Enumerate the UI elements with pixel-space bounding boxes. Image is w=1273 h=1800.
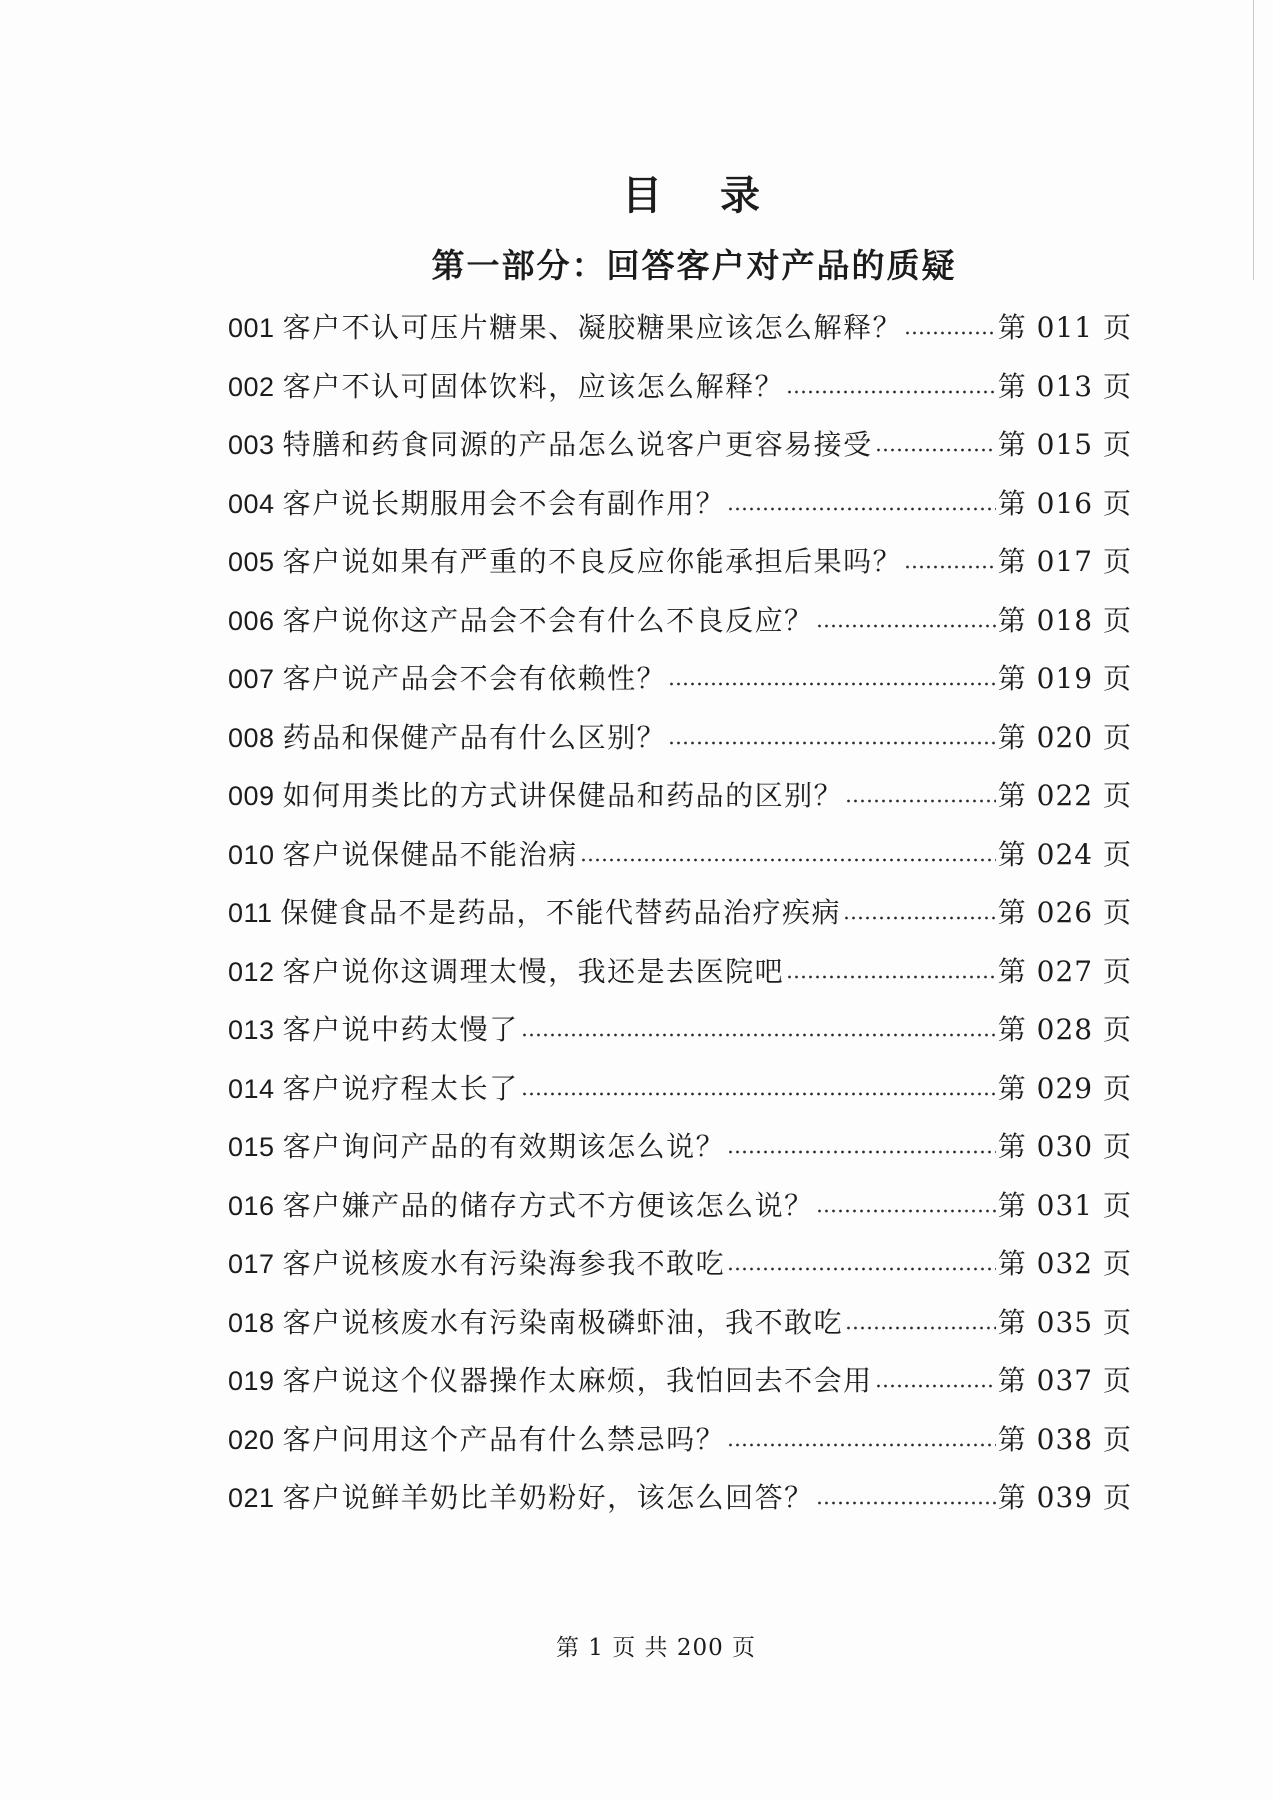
toc-entry-title: 客户不认可固体饮料，应该怎么解释？ bbox=[282, 369, 785, 403]
toc-dot-leader bbox=[786, 358, 996, 417]
toc-entry-page: 第 022 页 bbox=[997, 779, 1132, 812]
toc-dot-leader bbox=[727, 1235, 996, 1294]
toc-entry bbox=[228, 884, 1132, 943]
toc-entry-page: 第 027 页 bbox=[997, 954, 1132, 988]
toc-dot-leader bbox=[816, 592, 996, 651]
toc-entry bbox=[228, 299, 1132, 358]
scan-edge-line bbox=[1253, 0, 1254, 280]
toc-entry bbox=[228, 1469, 1132, 1528]
toc-entry bbox=[228, 1411, 1132, 1470]
toc-entry-title: 客户说你这产品会不会有什么不良反应？ bbox=[282, 603, 814, 637]
toc-entry-number: 017 bbox=[228, 1249, 275, 1279]
toc-entry-page: 第 038 页 bbox=[997, 1422, 1132, 1456]
toc-entry-title: 药品和保健产品有什么区别？ bbox=[282, 720, 667, 754]
toc-entry-page: 第 026 页 bbox=[997, 896, 1132, 929]
toc-dot-leader bbox=[875, 416, 996, 475]
toc-entry bbox=[228, 1118, 1132, 1177]
toc-dot-leader bbox=[816, 1469, 996, 1528]
toc-entry-number: 019 bbox=[228, 1366, 275, 1396]
toc-dot-leader bbox=[521, 1060, 996, 1119]
toc-entry-number: 020 bbox=[228, 1424, 275, 1455]
toc-dot-leader bbox=[875, 1352, 996, 1411]
toc-entry-number: 005 bbox=[228, 547, 275, 577]
toc-entry-page: 第 017 页 bbox=[997, 545, 1132, 578]
toc-entry-title: 客户说保健品不能治病 bbox=[282, 837, 578, 871]
toc-entry bbox=[228, 943, 1132, 1002]
toc-entry-number: 008 bbox=[228, 722, 275, 753]
toc-entry-number: 011 bbox=[228, 898, 273, 928]
toc-dot-leader bbox=[727, 1118, 996, 1177]
toc-entry-number: 014 bbox=[228, 1073, 275, 1104]
toc-entry-page: 第 013 页 bbox=[997, 369, 1132, 403]
toc-entry-number: 007 bbox=[228, 664, 275, 694]
toc-entry-title: 客户说疗程太长了 bbox=[282, 1071, 519, 1105]
toc-entry-page: 第 028 页 bbox=[997, 1013, 1132, 1046]
toc-entry bbox=[228, 475, 1132, 534]
toc-dot-leader bbox=[845, 767, 996, 826]
toc-entry bbox=[228, 533, 1132, 592]
page-footer: 第 1 页 共 200 页 bbox=[555, 1635, 757, 1661]
toc-entry-number: 010 bbox=[228, 839, 275, 870]
toc-entry bbox=[228, 709, 1132, 768]
toc-entry-page: 第 011 页 bbox=[997, 311, 1132, 344]
toc-entry-page: 第 030 页 bbox=[997, 1130, 1132, 1163]
toc-entry bbox=[228, 592, 1132, 651]
toc-entry-page: 第 039 页 bbox=[997, 1481, 1132, 1514]
toc-entry-number: 002 bbox=[228, 371, 275, 402]
toc-entry bbox=[228, 767, 1132, 826]
toc-dot-leader bbox=[786, 943, 996, 1002]
toc-entry-title: 客户嫌产品的储存方式不方便该怎么说？ bbox=[282, 1188, 814, 1222]
toc-entry-title: 客户说这个仪器操作太麻烦，我怕回去不会用 bbox=[282, 1364, 873, 1397]
toc-entry-number: 001 bbox=[228, 313, 275, 343]
toc-entry-page: 第 037 页 bbox=[997, 1364, 1132, 1397]
toc-dot-leader bbox=[845, 1294, 996, 1353]
toc-dot-leader bbox=[668, 709, 996, 768]
page-title: 目 录 bbox=[622, 172, 782, 219]
toc-entry-number: 004 bbox=[228, 488, 275, 519]
toc-entry bbox=[228, 826, 1132, 885]
toc-entry-page: 第 031 页 bbox=[997, 1188, 1132, 1222]
toc-entry-page: 第 015 页 bbox=[997, 428, 1132, 461]
toc-entry-number: 003 bbox=[228, 430, 275, 460]
toc-entry bbox=[228, 1060, 1132, 1119]
toc-entry-page: 第 035 页 bbox=[997, 1305, 1132, 1339]
toc-entry-title: 客户说中药太慢了 bbox=[282, 1013, 519, 1046]
toc-dot-leader bbox=[521, 1001, 996, 1060]
table-of-contents bbox=[228, 299, 1132, 1528]
toc-dot-leader bbox=[580, 826, 996, 885]
toc-dot-leader bbox=[904, 533, 996, 592]
toc-entry-title: 客户说产品会不会有依赖性？ bbox=[282, 662, 667, 695]
toc-entry-number: 006 bbox=[228, 605, 275, 636]
toc-entry-number: 009 bbox=[228, 781, 275, 811]
toc-dot-leader bbox=[727, 1411, 996, 1470]
toc-entry-page: 第 018 页 bbox=[997, 603, 1132, 637]
toc-entry-title: 客户说鲜羊奶比羊奶粉好，该怎么回答？ bbox=[282, 1481, 814, 1514]
toc-entry-title: 客户说你这调理太慢，我还是去医院吧 bbox=[282, 954, 785, 988]
toc-entry-number: 021 bbox=[228, 1483, 275, 1513]
section-title: 第一部分：回答客户对产品的质疑 bbox=[431, 246, 957, 285]
toc-entry-title: 客户问用这个产品有什么禁忌吗？ bbox=[282, 1422, 726, 1456]
toc-entry-number: 018 bbox=[228, 1307, 275, 1338]
toc-entry-title: 特膳和药食同源的产品怎么说客户更容易接受 bbox=[282, 428, 873, 461]
toc-entry-title: 如何用类比的方式讲保健品和药品的区别？ bbox=[282, 779, 844, 812]
toc-entry-page: 第 024 页 bbox=[997, 837, 1132, 871]
toc-entry bbox=[228, 1294, 1132, 1353]
toc-entry-page: 第 029 页 bbox=[997, 1071, 1132, 1105]
toc-entry bbox=[228, 416, 1132, 475]
toc-entry bbox=[228, 1001, 1132, 1060]
toc-dot-leader bbox=[843, 884, 996, 943]
toc-entry-title: 客户说核废水有污染南极磷虾油，我不敢吃 bbox=[282, 1305, 844, 1339]
toc-entry-number: 015 bbox=[228, 1132, 275, 1162]
toc-entry-page: 第 020 页 bbox=[997, 720, 1132, 754]
toc-entry-title: 客户说长期服用会不会有副作用？ bbox=[282, 486, 726, 520]
toc-dot-leader bbox=[668, 650, 996, 709]
toc-entry-title: 保健食品不是药品，不能代替药品治疗疾病 bbox=[280, 896, 842, 929]
toc-entry bbox=[228, 650, 1132, 709]
toc-entry-page: 第 032 页 bbox=[997, 1247, 1132, 1280]
toc-entry-page: 第 019 页 bbox=[997, 662, 1132, 695]
toc-entry bbox=[228, 1352, 1132, 1411]
toc-entry bbox=[228, 1177, 1132, 1236]
toc-dot-leader bbox=[816, 1177, 996, 1236]
toc-entry-number: 013 bbox=[228, 1015, 275, 1045]
toc-entry-number: 012 bbox=[228, 956, 275, 987]
toc-entry-number: 016 bbox=[228, 1190, 275, 1221]
toc-dot-leader bbox=[904, 299, 996, 358]
toc-entry-title: 客户询问产品的有效期该怎么说？ bbox=[282, 1130, 726, 1163]
toc-entry bbox=[228, 1235, 1132, 1294]
toc-entry-title: 客户不认可压片糖果、凝胶糖果应该怎么解释？ bbox=[282, 311, 903, 344]
toc-dot-leader bbox=[727, 475, 996, 534]
toc-entry bbox=[228, 358, 1132, 417]
toc-entry-title: 客户说核废水有污染海参我不敢吃 bbox=[282, 1247, 726, 1280]
toc-entry-title: 客户说如果有严重的不良反应你能承担后果吗？ bbox=[282, 545, 903, 578]
toc-entry-page: 第 016 页 bbox=[997, 486, 1132, 520]
